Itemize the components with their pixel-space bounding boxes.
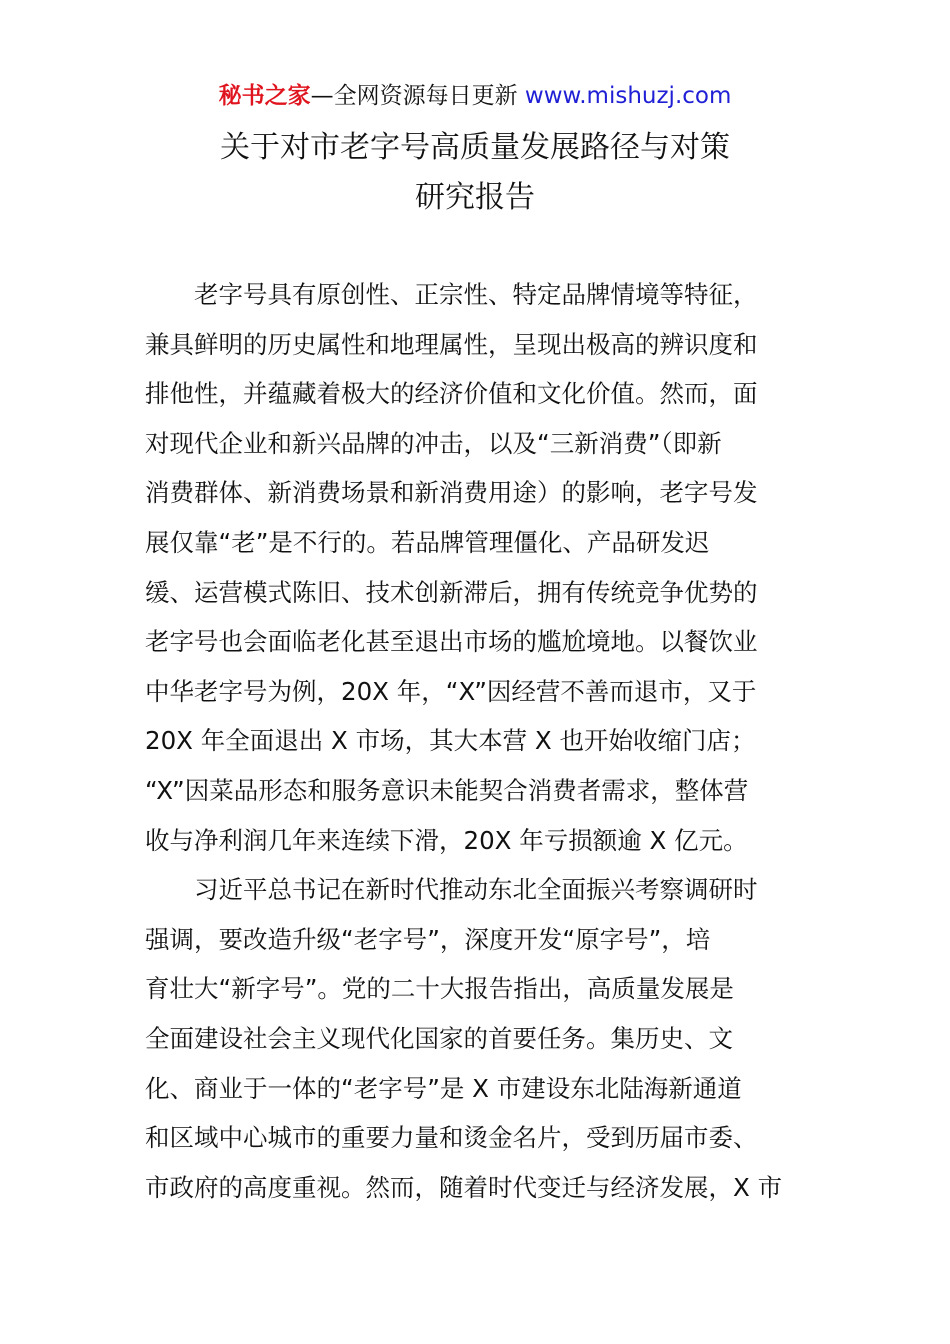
paragraph-line: 展仅靠“老”是不行的。若品牌管理僵化、产品研发迟	[145, 527, 710, 557]
paragraph-line: 育壮大“新字号”。党的二十大报告指出，高质量发展是	[145, 974, 734, 1004]
site-header	[0, 80, 950, 112]
document-body	[145, 270, 810, 1212]
paragraph-line: 习近平总书记在新时代推动东北全面振兴考察调研时	[194, 875, 758, 905]
paragraph-line: 20X 年全面退出 X 市场，其大本营 X 也开始收缩门店；	[145, 726, 756, 756]
brand-name: 秘书之家	[218, 83, 311, 109]
document-title-line-2: 研究报告	[415, 180, 535, 215]
paragraph-line: 老字号也会面临老化甚至退出市场的尴尬境地。以餐饮业	[145, 627, 758, 657]
paragraph-line: 化、商业于一体的“老字号”是 X 市建设东北陆海新通道	[145, 1073, 742, 1103]
paragraph-line: 市政府的高度重视。然而，随着时代变迁与经济发展，X 市	[145, 1172, 783, 1202]
paragraph-line: 和区域中心城市的重要力量和烫金名片，受到历届市委、	[145, 1123, 758, 1153]
paragraph-line: 收与净利润几年来连续下滑，20X 年亏损额逾 X 亿元。	[145, 825, 748, 855]
paragraph-line: 排他性，并蕴藏着极大的经济价值和文化价值。然而，面	[145, 379, 758, 409]
paragraph-line: “X”因菜品形态和服务意识未能契合消费者需求，整体营	[145, 775, 749, 805]
paragraph-line: 兼具鲜明的历史属性和地理属性，呈现出极高的辨识度和	[145, 329, 758, 359]
paragraph-line: 消费群体、新消费场景和新消费用途）的影响，老字号发	[145, 478, 758, 508]
paragraph-line: 老字号具有原创性、正宗性、特定品牌情境等特征，	[194, 280, 758, 309]
site-url-link[interactable]: www.mishuzj.com	[524, 83, 732, 109]
paragraph-line: 对现代企业和新兴品牌的冲击，以及“三新消费”（即新	[145, 428, 722, 458]
header-tagline: —全网资源每日更新	[310, 83, 525, 109]
paragraph-line: 中华老字号为例，20X 年，“X”因经营不善而退市，又于	[145, 676, 757, 706]
paragraph-line: 强调，要改造升级“老字号”，深度开发“原字号”，培	[145, 924, 711, 954]
document-title-line-1: 关于对市老字号高质量发展路径与对策	[220, 130, 730, 165]
paragraph-line: 全面建设社会主义现代化国家的首要任务。集历史、文	[145, 1023, 733, 1053]
paragraph-line: 缓、运营模式陈旧、技术创新滞后，拥有传统竞争优势的	[145, 577, 758, 607]
